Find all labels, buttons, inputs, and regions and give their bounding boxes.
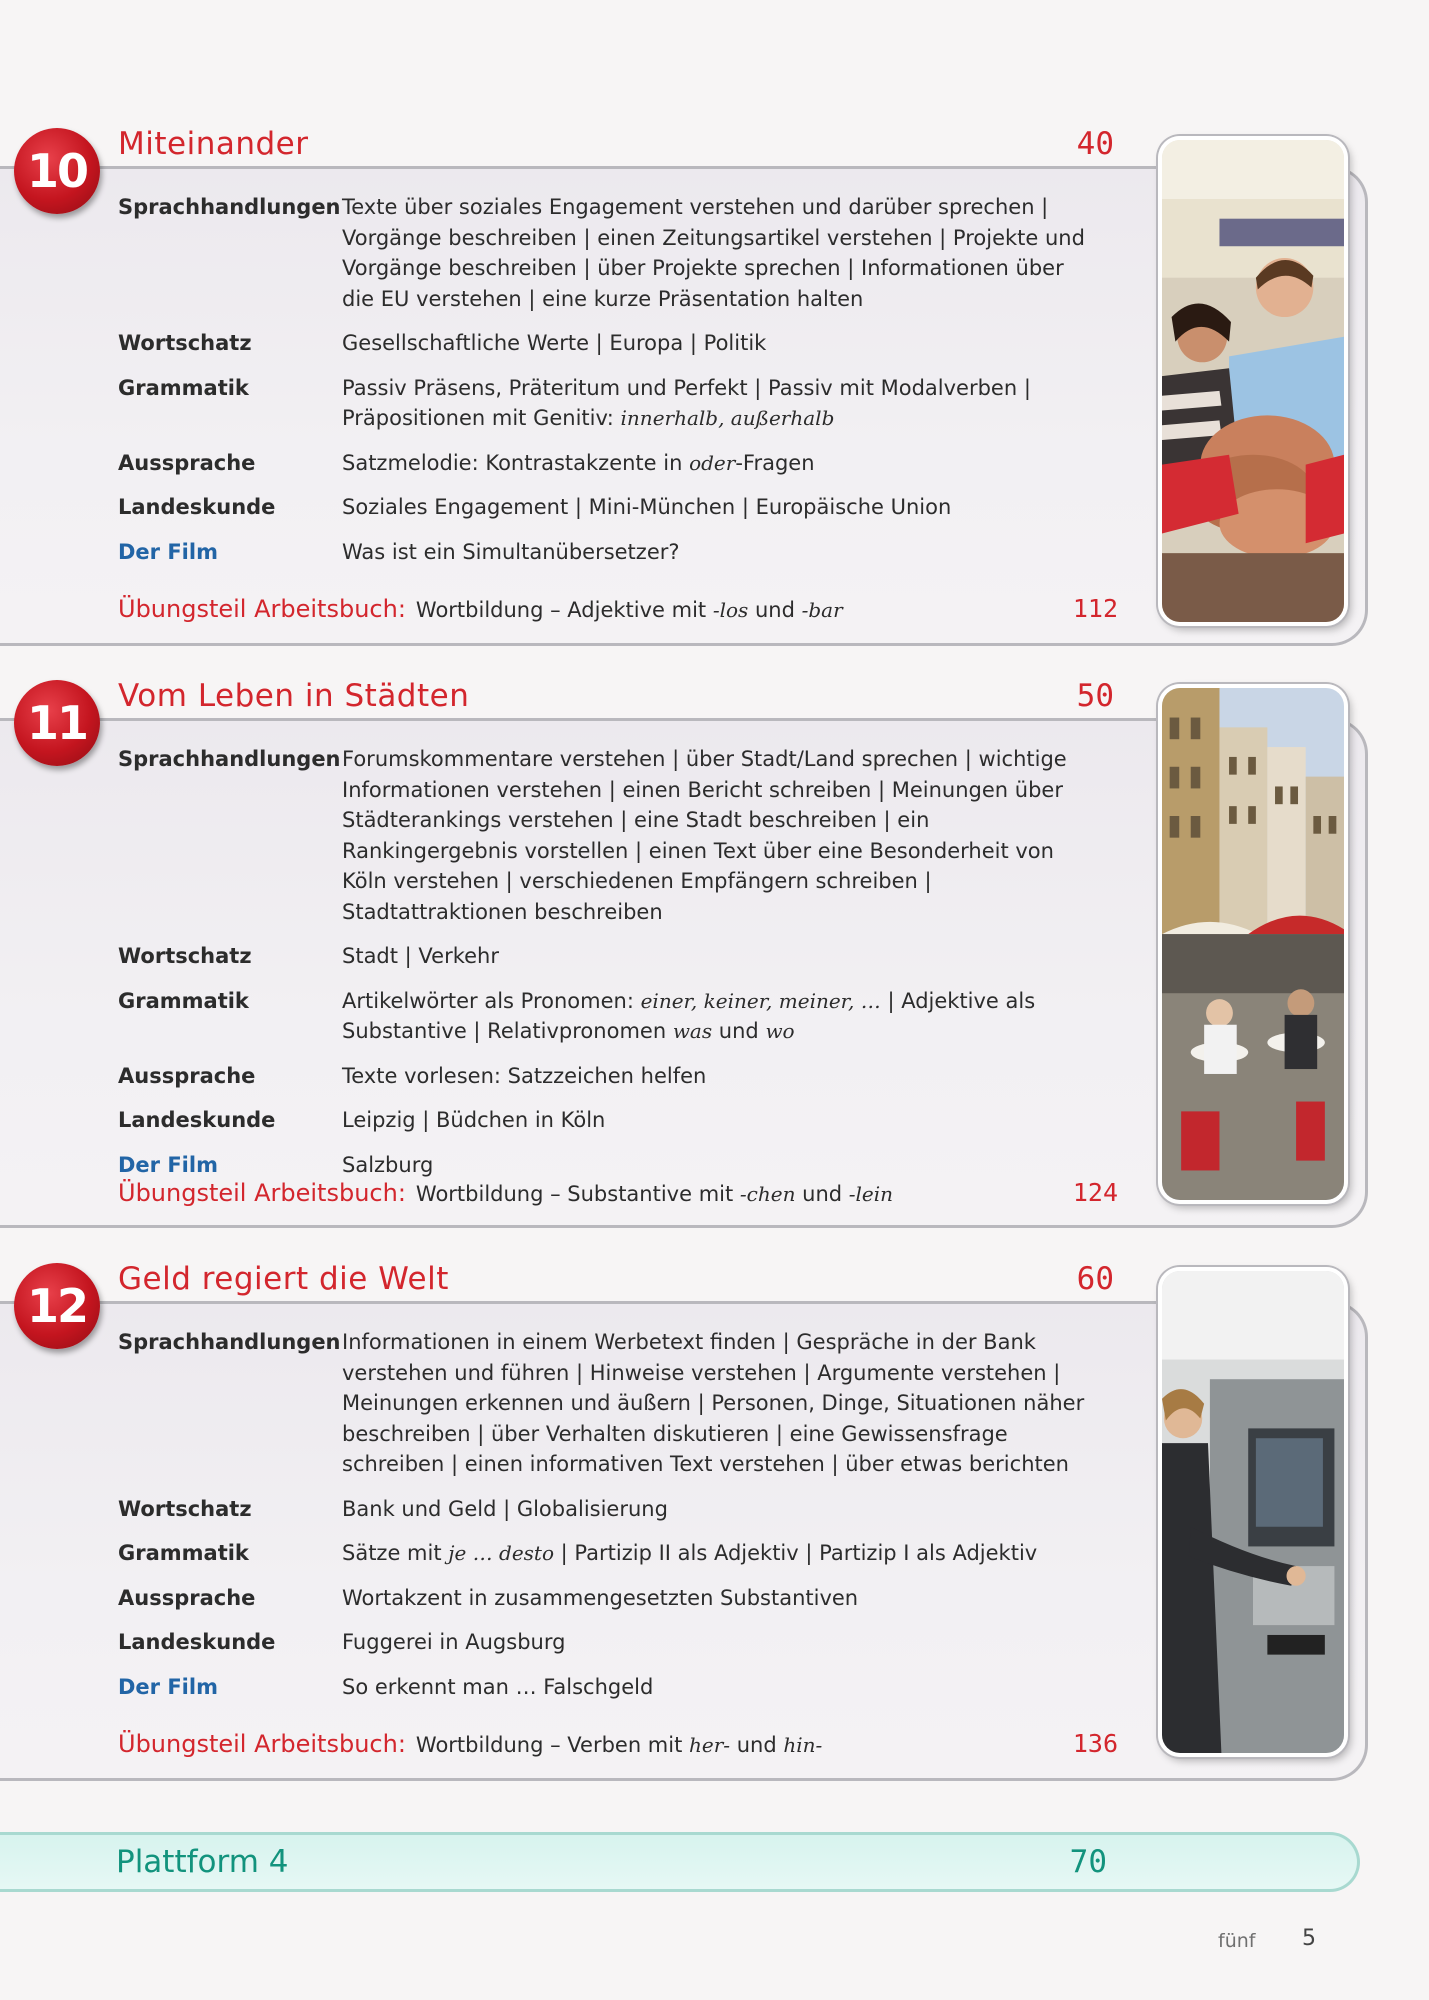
row-text: Leipzig | Büdchen in Köln (342, 1108, 606, 1132)
row-label: Der Film (118, 539, 218, 564)
text-plain: -Fragen (735, 450, 815, 475)
unit-content-rows (118, 1327, 1098, 1716)
row-text: So erkennt man … Falschgeld (342, 1674, 654, 1699)
row-sprachhandlungen (118, 192, 1098, 314)
row-landeskunde (118, 1105, 1098, 1136)
title-divider (60, 166, 1118, 169)
row-aussprache (118, 448, 1098, 479)
text-italic: wo (765, 1019, 795, 1043)
unit-content-rows (118, 192, 1098, 581)
row-text: Gesellschaftliche Werte | Europa | Politik (342, 331, 767, 355)
text-italic: einer, keiner, meiner, … (640, 988, 881, 1013)
row-wortschatz (118, 1494, 1098, 1525)
ubungsteil-label: Übungsteil Arbeitsbuch: (118, 1179, 406, 1207)
row-landeskunde (118, 1627, 1098, 1658)
row-grammatik (118, 1538, 1098, 1569)
row-aussprache (118, 1583, 1098, 1614)
plattform-page-number[interactable]: 70 (1069, 1844, 1107, 1880)
ubungsteil-label: Übungsteil Arbeitsbuch: (118, 1730, 406, 1758)
text-plain: | Adjektive als Substantive | Relativpronomen (342, 988, 1036, 1043)
row-wortschatz (118, 941, 1098, 972)
text-italic: je … desto (448, 1541, 554, 1565)
row-label: Der Film (118, 1674, 218, 1699)
row-text: Stadt | Verkehr (342, 944, 499, 968)
plattform-title[interactable]: Plattform 4 (116, 1844, 289, 1880)
row-label: Landeskunde (118, 1630, 276, 1654)
text-plain: | Partizip II als Adjektiv | Partizip I als Adjektiv (554, 1541, 1038, 1565)
row-label: Grammatik (118, 1541, 249, 1565)
text-plain: Sätze mit (342, 1541, 449, 1565)
title-divider (60, 1301, 1118, 1304)
text-italic: was (672, 1019, 713, 1043)
ubungsteil-page-number[interactable]: 112 (1072, 594, 1118, 623)
row-text: Texte vorlesen: Satzzeichen helfen (342, 1063, 707, 1088)
text-italic: -chen (739, 1182, 796, 1206)
unit-page-number[interactable]: 50 (1076, 678, 1114, 714)
ubungsteil-text (416, 1733, 822, 1757)
text-italic: -bar (801, 598, 843, 622)
row-wortschatz (118, 328, 1098, 359)
unit-11 (0, 680, 1368, 1228)
row-label: Grammatik (118, 375, 249, 400)
unit-number-badge: 10 (14, 128, 100, 214)
row-label: Sprachhandlungen (118, 747, 341, 771)
ubungsteil-page-number[interactable]: 136 (1072, 1729, 1118, 1758)
page-number-word: fünf (1218, 1930, 1256, 1952)
row-text: Bank und Geld | Globalisierung (342, 1496, 668, 1521)
ubungsteil-line (118, 1729, 1118, 1758)
text-plain: Wortbildung – Adjektive mit (415, 598, 713, 622)
text-plain: und (712, 1019, 766, 1043)
row-text: Texte über soziales Engagement verstehen und darüber sprechen | Vorgänge beschreiben | einen Zeitungsartikel verstehen | Projekte und Vorgänge beschreiben | über Projekte sprechen | Informationen über die EU verstehen | eine kurze Präsentation halten (342, 195, 1085, 311)
ubungsteil-text (416, 1182, 893, 1206)
row-label: Wortschatz (118, 331, 252, 355)
row-sprachhandlungen (118, 744, 1098, 927)
row-sprachhandlungen (118, 1327, 1098, 1480)
text-italic: -los (712, 598, 749, 622)
row-text: Salzburg (342, 1152, 434, 1177)
row-grammatik (118, 373, 1098, 434)
unit-title[interactable]: Geld regiert die Welt (118, 1261, 449, 1297)
row-label: Sprachhandlungen (118, 195, 341, 219)
text-plain: Wortbildung – Verben mit (415, 1733, 690, 1757)
row-label: Aussprache (118, 1063, 256, 1088)
row-label: Wortschatz (118, 1496, 252, 1521)
text-italic: hin- (783, 1733, 823, 1757)
unit-title[interactable]: Miteinander (118, 126, 309, 162)
row-landeskunde (118, 492, 1098, 523)
ubungsteil-line (118, 1178, 1118, 1207)
ubungsteil-label: Übungsteil Arbeitsbuch: (118, 595, 406, 623)
unit-number-badge: 11 (14, 680, 100, 766)
row-text: Fuggerei in Augsburg (342, 1630, 566, 1654)
row-label: Sprachhandlungen (118, 1330, 341, 1354)
text-italic: innerhalb, außerhalb (620, 406, 835, 430)
text-plain: Artikelwörter als Pronomen: (342, 988, 641, 1013)
row-label: Aussprache (118, 1585, 256, 1610)
row-text (342, 986, 1098, 1047)
title-divider (60, 718, 1118, 721)
unit-photo-city-street (1158, 684, 1348, 1204)
row-label: Landeskunde (118, 495, 276, 519)
row-text (342, 373, 1098, 434)
row-text: Was ist ein Simultanübersetzer? (342, 539, 680, 564)
row-label: Aussprache (118, 450, 256, 475)
text-plain: Wortbildung – Substantive mit (415, 1182, 740, 1206)
row-text: Forumskommentare verstehen | über Stadt/Land sprechen | wichtige Informationen verstehen | einen Bericht schreiben | Meinungen über Städterankings verstehen | eine Stadt beschreiben | ein Rankingergebnis vorstellen | einen Text über eine Besonderheit von Köln verstehen | verschiedenen Empfängern schreiben | Stadtattraktionen beschreiben (342, 747, 1067, 924)
row-der-film (118, 537, 1098, 568)
text-italic: oder (689, 450, 736, 475)
ubungsteil-line (118, 594, 1118, 623)
row-text (342, 1538, 1098, 1569)
unit-photo-teamwork-hands (1158, 136, 1348, 626)
plattform-bar (0, 1832, 1360, 1892)
text-plain: Satzmelodie: Kontrastakzente in (342, 450, 690, 475)
unit-number-badge: 12 (14, 1263, 100, 1349)
page-number: 5 (1302, 1926, 1316, 1951)
row-text: Wortakzent in zusammengesetzten Substantiven (342, 1585, 859, 1610)
row-text: Soziales Engagement | Mini-München | Europäische Union (342, 495, 952, 519)
unit-title[interactable]: Vom Leben in Städten (118, 678, 470, 714)
text-plain: und (748, 598, 802, 622)
unit-12 (0, 1263, 1368, 1781)
row-label: Der Film (118, 1152, 218, 1177)
unit-10 (0, 128, 1368, 646)
row-der-film (118, 1150, 1098, 1181)
text-italic: her- (689, 1733, 731, 1757)
row-label: Wortschatz (118, 944, 252, 968)
row-aussprache (118, 1061, 1098, 1092)
row-der-film (118, 1672, 1098, 1703)
row-text (342, 448, 1098, 479)
text-plain: und (730, 1733, 784, 1757)
unit-photo-atm (1158, 1267, 1348, 1757)
text-plain: und (795, 1182, 849, 1206)
row-text: Informationen in einem Werbetext finden | Gespräche in der Bank verstehen und führen | Hinweise verstehen | Argumente verstehen | Meinungen erkennen und äußern | Personen, Dinge, Situationen näher beschreiben | über Verhalten diskutieren | eine Gewissensfrage schreiben | einen informativen Text verstehen | über etwas berichten (342, 1330, 1085, 1476)
unit-content-rows (118, 744, 1098, 1194)
ubungsteil-text (416, 598, 843, 622)
unit-page-number[interactable]: 40 (1076, 126, 1114, 162)
ubungsteil-page-number[interactable]: 124 (1072, 1178, 1118, 1207)
row-label: Grammatik (118, 988, 249, 1013)
text-italic: -lein (848, 1182, 894, 1206)
row-label: Landeskunde (118, 1108, 276, 1132)
unit-page-number[interactable]: 60 (1076, 1261, 1114, 1297)
row-grammatik (118, 986, 1098, 1047)
text-plain: Passiv Präsens, Präteritum und Perfekt | Passiv mit Modalverben | Präpositionen mit Genitiv: (342, 375, 1031, 430)
